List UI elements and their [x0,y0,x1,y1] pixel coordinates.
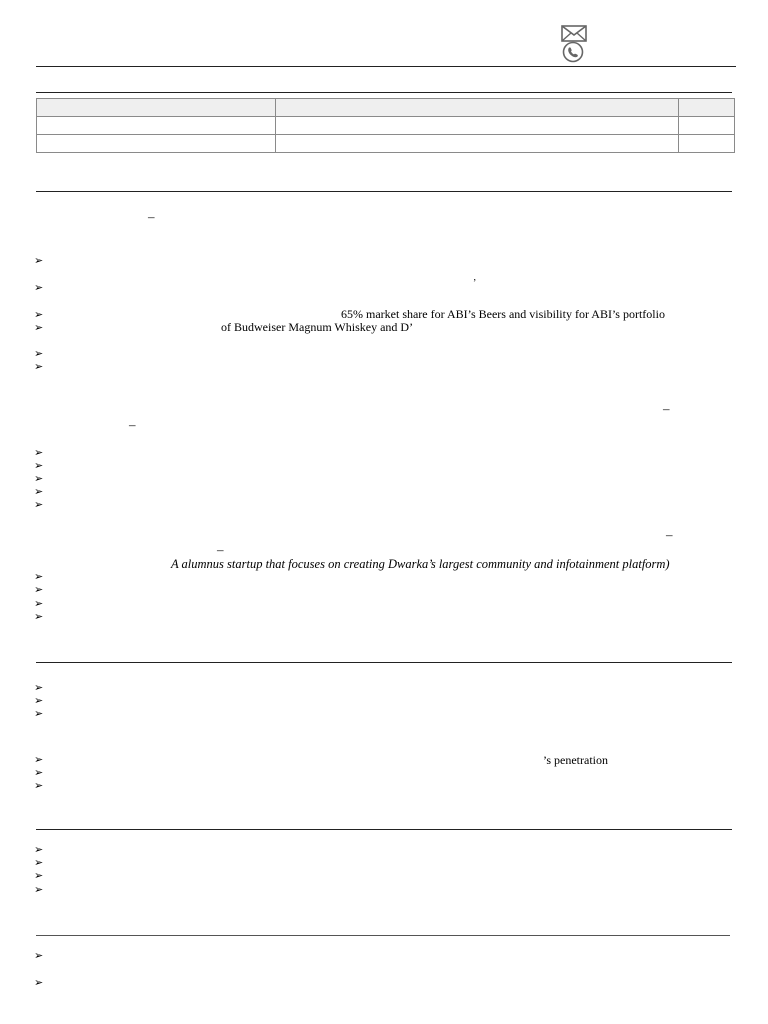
bullet-icon: ➢ [34,347,44,360]
table-header-cell [679,99,735,117]
job1-brands-text: of Budweiser Magnum Whiskey and D’ [221,320,414,334]
bullet-icon: ➢ [34,707,44,720]
table-cell [37,117,276,135]
bullet-icon: ➢ [34,570,44,583]
section-rule-experience [36,191,732,192]
job3-dash-left: – [217,542,224,557]
table-header-cell [276,99,679,117]
bullet-icon: ➢ [34,610,44,623]
header-subrule [36,92,732,93]
job1-dash: – [148,209,155,224]
bullet-icon: ➢ [34,485,44,498]
table-header-cell [37,99,276,117]
bullet-icon: ➢ [34,360,44,373]
table-cell [37,135,276,153]
bullet-icon: ➢ [34,883,44,896]
job3-dash-right: – [666,527,673,542]
bullet-icon: ➢ [34,498,44,511]
bullet-icon: ➢ [34,321,44,334]
table-cell [276,117,679,135]
table-cell [276,135,679,153]
table-cell [679,117,735,135]
job1-market-share-text: 65% market share for ABI’s Beers and visibility for ABI’s portfolio [341,307,665,321]
job3-description: A alumnus startup that focuses on creating Dwarka’s largest community and infotainment platform) [171,557,670,571]
bullet-icon: ➢ [34,779,44,792]
phone-icon [560,41,588,63]
section-rule-4 [36,935,730,936]
bullet-icon: ➢ [34,753,44,766]
bullet-icon: ➢ [34,949,44,962]
bullet-icon: ➢ [34,843,44,856]
table-header-row [37,99,735,117]
bullet-icon: ➢ [34,446,44,459]
bullet-icon: ➢ [34,681,44,694]
bullet-icon: ➢ [34,766,44,779]
bullet-icon: ➢ [34,597,44,610]
section-rule-2 [36,662,732,663]
bullet-icon: ➢ [34,694,44,707]
bullet-icon: ➢ [34,856,44,869]
bullet-icon: ➢ [34,869,44,882]
bullet-icon: ➢ [34,254,44,267]
section-rule-3 [36,829,732,830]
table-row [37,117,735,135]
job2-dash-left: – [129,417,136,432]
phone-icon-wrap [560,41,588,61]
bullet-icon: ➢ [34,281,44,294]
job1-apostrophe: ’ [473,278,477,289]
bullet-icon: ➢ [34,308,44,321]
bullet-icon: ➢ [34,976,44,989]
bullet-icon: ➢ [34,459,44,472]
header-rule [36,66,736,67]
table-cell [679,135,735,153]
bullet-icon: ➢ [34,472,44,485]
bullet-icon: ➢ [34,583,44,596]
education-table [36,98,735,153]
table-row [37,135,735,153]
penetration-text: ’s penetration [543,753,608,767]
job2-dash-right: – [663,401,670,416]
